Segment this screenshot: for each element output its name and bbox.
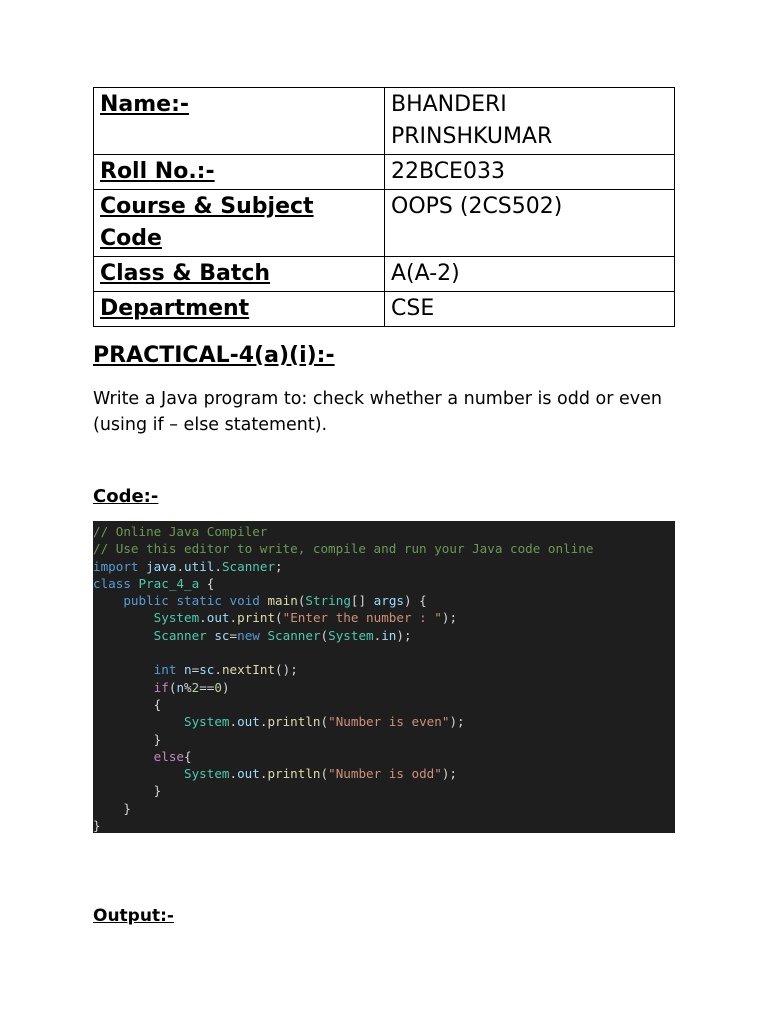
code-token: . <box>229 714 238 730</box>
info-label: Course & Subject Code <box>94 190 385 257</box>
code-token <box>176 662 184 677</box>
code-token: { <box>184 748 192 764</box>
info-row <box>94 190 675 257</box>
info-row <box>94 155 675 190</box>
code-line <box>93 661 675 678</box>
code-token <box>222 593 230 608</box>
info-value: CSE <box>385 292 675 327</box>
code-line <box>93 679 675 696</box>
code-token: nextInt <box>221 662 276 678</box>
code-token: in <box>381 627 397 643</box>
code-token: = <box>229 627 238 643</box>
code-token: "Number is odd" <box>328 766 442 782</box>
code-token: sc <box>214 627 230 643</box>
info-label: Roll No.:- <box>94 155 385 190</box>
code-token: System <box>328 627 374 643</box>
code-heading: Code:- <box>93 486 159 507</box>
practical-title: PRACTICAL-4(a)(i):- <box>93 343 335 368</box>
code-token: System <box>184 714 230 730</box>
code-token: out <box>237 766 260 782</box>
code-token: new <box>237 627 260 643</box>
info-row <box>94 88 675 155</box>
code-token: import <box>93 558 139 574</box>
code-line <box>93 523 675 540</box>
code-token: print <box>237 610 276 626</box>
code-token: out <box>237 714 260 730</box>
code-token: System <box>153 610 200 626</box>
code-token: "Number is even" <box>328 714 450 730</box>
code-token: ); <box>441 610 458 626</box>
info-row <box>94 257 675 292</box>
code-line <box>93 748 675 765</box>
code-token: int <box>153 662 177 678</box>
code-token: = <box>191 662 200 678</box>
code-token: == <box>199 679 215 695</box>
code-token <box>93 714 184 729</box>
info-value: A(A-2) <box>385 257 675 292</box>
code-token <box>131 576 139 591</box>
code-token: // Online Java Compiler <box>93 524 268 539</box>
code-token: } <box>93 800 131 816</box>
code-token: else <box>153 748 185 764</box>
code-token: ); <box>449 714 465 730</box>
code-token: class <box>93 575 131 591</box>
code-token <box>93 662 154 677</box>
code-token: . <box>229 766 238 782</box>
code-token <box>93 766 184 781</box>
code-token: . <box>259 766 268 782</box>
code-token: . <box>259 714 268 730</box>
code-token: n <box>184 662 192 678</box>
code-token <box>139 559 147 574</box>
code-token: ( <box>275 610 283 626</box>
code-token: % <box>184 679 192 695</box>
code-token: [] <box>350 593 374 609</box>
code-token <box>93 749 154 764</box>
code-token: Scanner <box>153 627 207 643</box>
code-token: java <box>146 558 177 574</box>
code-line <box>93 782 675 799</box>
code-token: static <box>176 593 222 609</box>
info-value: OOPS (2CS502) <box>385 190 675 257</box>
code-token <box>93 610 154 625</box>
code-token <box>93 680 154 695</box>
code-token: sc <box>199 662 215 678</box>
code-token <box>93 593 123 608</box>
code-token: . <box>199 610 207 626</box>
code-token: . <box>373 627 382 643</box>
student-info-rows <box>94 88 675 327</box>
code-token: } <box>93 783 162 799</box>
code-token: util <box>184 558 215 574</box>
code-line <box>93 800 675 817</box>
code-token: . <box>176 558 185 574</box>
student-info-table <box>93 87 675 327</box>
code-block <box>93 521 675 833</box>
code-line <box>93 713 675 730</box>
code-line <box>93 696 675 713</box>
code-token: 2 <box>191 679 200 695</box>
code-token: // Use this editor to write, compile and run your Java code online <box>93 541 594 557</box>
info-value: BHANDERI PRINSHKUMAR <box>385 88 675 155</box>
code-token: ( <box>320 766 329 782</box>
code-line <box>93 644 675 661</box>
code-line <box>93 558 675 575</box>
code-token: ); <box>396 627 412 643</box>
code-token: System <box>184 766 230 782</box>
code-token: String <box>305 593 351 609</box>
code-line <box>93 765 675 782</box>
code-token: args <box>373 593 404 609</box>
code-token: n <box>176 679 185 695</box>
code-token: "Enter the number : " <box>282 610 442 626</box>
code-token: . <box>214 662 222 678</box>
code-token: . <box>214 558 222 574</box>
code-token: . <box>229 610 238 626</box>
code-line <box>93 540 675 557</box>
task-description: Write a Java program to: check whether a number is odd or even (using if – else statement). <box>93 389 662 435</box>
code-line <box>93 817 675 833</box>
code-token: Scanner <box>267 627 321 643</box>
code-token: println <box>267 714 321 730</box>
code-token: (); <box>275 662 298 678</box>
info-label: Name:- <box>94 88 385 155</box>
code-token: Prac_4_a <box>138 575 200 591</box>
info-row <box>94 292 675 327</box>
code-line <box>93 627 675 644</box>
code-token: println <box>267 766 321 782</box>
code-token: void <box>229 593 260 609</box>
info-value: 22BCE033 <box>385 155 675 190</box>
code-token <box>93 628 154 643</box>
info-label: Class & Batch <box>94 257 385 292</box>
code-token: Scanner <box>221 558 276 574</box>
code-token: { <box>199 575 215 591</box>
code-token: if <box>153 679 169 695</box>
info-label: Department <box>94 292 385 327</box>
code-token: } <box>93 818 101 833</box>
code-token: ( <box>168 679 177 695</box>
code-line <box>93 731 675 748</box>
code-token: ); <box>441 766 458 782</box>
code-token: ( <box>297 593 306 609</box>
code-token: ( <box>320 627 329 643</box>
code-line <box>93 575 675 592</box>
code-token: 0 <box>214 679 222 695</box>
code-token: ; <box>275 558 283 574</box>
code-line <box>93 609 675 626</box>
code-token: public <box>123 593 169 609</box>
code-token: } <box>93 731 162 747</box>
code-token: { <box>93 696 162 712</box>
code-token: ( <box>320 714 329 730</box>
code-line <box>93 592 675 609</box>
code-token: ) { <box>404 593 427 609</box>
code-token: main <box>267 593 298 609</box>
code-token: ) <box>221 679 230 695</box>
output-heading: Output:- <box>93 906 174 926</box>
code-token: out <box>206 610 230 626</box>
